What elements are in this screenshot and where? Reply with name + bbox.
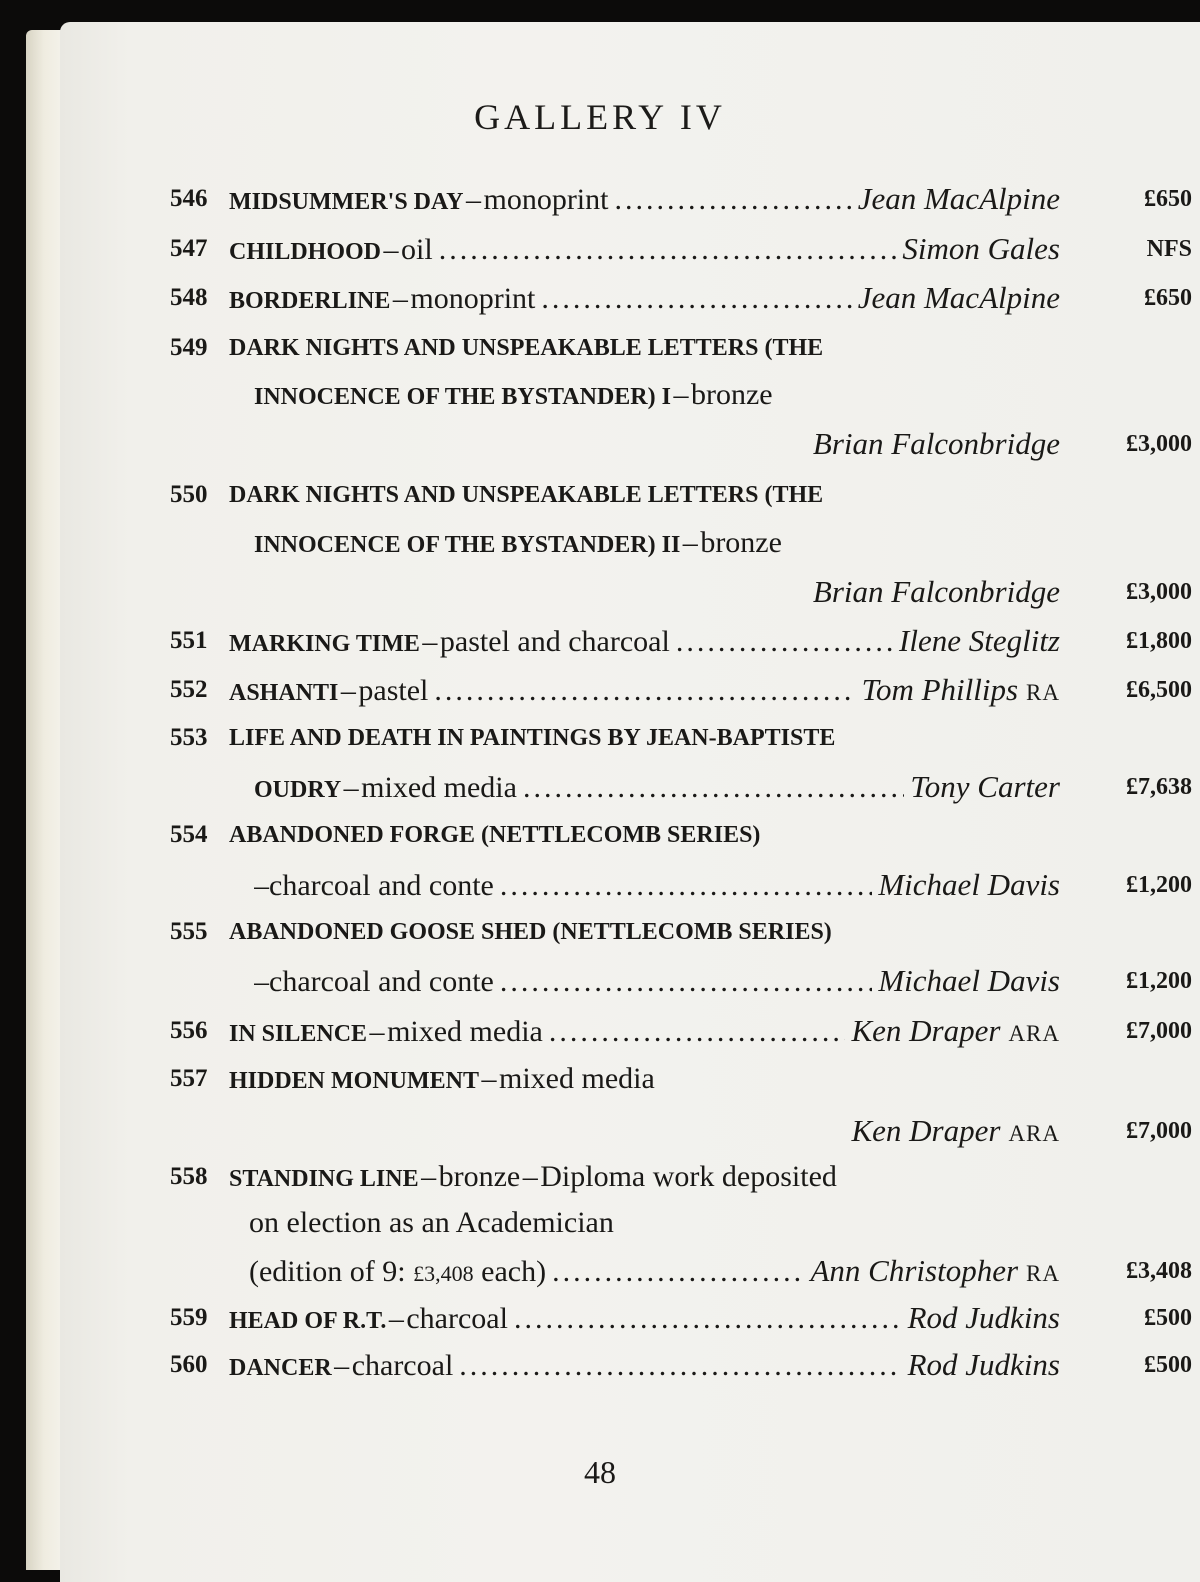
entry-title: ABANDONED FORGE (NETTLECOMB SERIES) [229,822,761,848]
entry-price: £7,000 [1126,1118,1192,1144]
entry-title: HEAD OF R.T. [229,1308,387,1334]
entry-number: 549 [170,334,208,361]
entry-title: ASHANTI [229,680,339,706]
entry-title-line-2: INNOCENCE OF THE BYSTANDER) II [254,532,681,558]
entry-medium: bronze [438,1160,521,1193]
entry-title: IN SILENCE [229,1021,368,1047]
entry-number: 559 [170,1304,208,1331]
entry-medium: charcoal [351,1349,454,1382]
entry-549-line-2: INNOCENCE OF THE BYSTANDER) I – bronze [0,372,1200,418]
entry-price: £3,000 [1126,431,1192,457]
entry-medium: charcoal [406,1302,508,1335]
entry-artist: Jean MacAlpine [857,181,1060,216]
entry-price: £1,200 [1126,968,1192,994]
entry-556: 556 IN SILENCE – mixed media ..... Ken Draper ARA £7,000 [0,1008,1200,1054]
entry-note-line-2: on election as an Academician [249,1206,614,1239]
entry-title: ABANDONED GOOSE SHED (NETTLECOMB SERIES) [229,919,832,945]
entry-artist: Brian Falconbridge [812,574,1060,609]
entry-price: £500 [1144,1352,1192,1378]
entry-medium: pastel and charcoal [439,625,670,658]
entry-medium: monoprint [483,183,609,216]
entry-artist: Ken Draper [851,1013,1001,1048]
entry-note-line-3a: (edition of 9: [249,1255,414,1288]
entry-medium: monoprint [410,282,536,315]
entry-price: £3,408 [1126,1258,1192,1284]
entry-medium: bronze [700,526,782,559]
entry-artist: Tom Phillips [861,672,1019,707]
entry-honour: RA [1026,1261,1060,1286]
entry-title-line-1: DARK NIGHTS AND UNSPEAKABLE LETTERS (THE [229,335,824,361]
leader-dots [514,1296,902,1342]
entry-558-line-2 [0,1200,1200,1246]
entry-artist: Tony Carter [910,769,1060,804]
entry-medium: mixed media [499,1062,655,1095]
entry-number: 547 [170,235,208,262]
entry-560: 560 DANCER – charcoal ..... Rod Judkins £500 [0,1342,1200,1388]
entry-550 [0,472,1200,518]
entry-number: 555 [170,918,208,945]
entry-number: 550 [170,481,208,508]
entry-555 [0,909,1200,955]
entry-price: NFS [1146,236,1192,262]
entry-medium: charcoal and conte [269,869,494,902]
entry-title-line-1: LIFE AND DEATH IN PAINTINGS BY JEAN-BAPTISTE [229,725,836,751]
entry-550-line-2: INNOCENCE OF THE BYSTANDER) II – bronze [0,520,1200,566]
entry-artist: Rod Judkins [907,1347,1060,1382]
leader-dots [500,959,872,1005]
entry-title-line-2: INNOCENCE OF THE BYSTANDER) I [254,384,671,410]
leader-dots [523,765,904,811]
leader-dots [541,276,851,322]
entry-553-line-2: OUDRY – mixed media ..... Tony Carter £7,638 [0,764,1200,810]
entry-559: 559 HEAD OF R.T. – charcoal ..... Rod Judkins £500 [0,1295,1200,1341]
entry-price: £650 [1144,186,1192,212]
leader-dots [676,619,893,665]
entry-artist: Ann Christopher [810,1253,1019,1288]
entry-honour: ARA [1008,1021,1060,1046]
page-number: 48 [584,1454,616,1490]
entry-price: £7,000 [1126,1018,1192,1044]
entry-artist: Ken Draper [851,1113,1001,1148]
entry-note-line-3b: each) [473,1255,547,1288]
entry-artist: Rod Judkins [907,1300,1060,1335]
entry-557-line-2 [0,1108,1200,1154]
entry-number: 551 [170,627,208,654]
entry-557: 557 HIDDEN MONUMENT – mixed media [0,1056,1200,1102]
entry-medium: mixed media [387,1015,543,1048]
entry-medium: pastel [358,674,429,707]
entry-artist: Michael Davis [878,867,1060,902]
entry-549 [0,325,1200,371]
leader-dots [552,1249,804,1295]
leader-dots [614,177,851,223]
leader-dots [459,1343,901,1389]
entry-549-line-3 [0,421,1200,467]
entry-546: 546 MIDSUMMER'S DAY – monoprint ..... Jean MacAlpine £650 [0,176,1200,222]
entry-medium: mixed media [361,771,517,804]
entry-555-line-2: – charcoal and conte ..... Michael Davis £1,200 [0,958,1200,1004]
page-title: GALLERY IV [474,97,726,137]
entry-note-line-1: Diploma work deposited [540,1160,837,1193]
entry-honour: RA [1026,680,1060,705]
entry-number: 552 [170,676,208,703]
entry-price: £7,638 [1126,774,1192,800]
leader-dots [500,863,872,909]
entry-550-line-3 [0,569,1200,615]
entry-title: MIDSUMMER'S DAY [229,189,464,215]
entry-price: £1,800 [1126,628,1192,654]
entry-price: £1,200 [1126,872,1192,898]
entry-medium: bronze [690,378,773,411]
entry-558-line-3 [0,1248,1200,1294]
entry-548: 548 BORDERLINE – monoprint ..... Jean MacAlpine £650 [0,275,1200,321]
entry-artist: Ilene Steglitz [899,623,1060,658]
entry-number: 546 [170,185,208,212]
leader-dots [549,1009,846,1055]
entry-number: 554 [170,821,208,848]
entry-553 [0,715,1200,761]
entry-number: 560 [170,1351,208,1378]
entry-number: 557 [170,1065,208,1092]
edition-price: £3,408 [413,1261,474,1286]
entry-artist: Brian Falconbridge [812,426,1060,461]
entry-554-line-2: – charcoal and conte ..... Michael Davis £1,200 [0,862,1200,908]
entry-artist: Jean MacAlpine [857,280,1060,315]
entry-number: 548 [170,284,208,311]
entry-558: 558 STANDING LINE – bronze – Diploma work deposited [0,1154,1200,1200]
entry-title: CHILDHOOD [229,239,382,265]
entry-medium: charcoal and conte [269,965,494,998]
entry-554 [0,812,1200,858]
entry-552: 552 ASHANTI – pastel ..... Tom Phillips RA £6,500 [0,667,1200,713]
entry-honour: ARA [1008,1121,1060,1146]
entry-price: £6,500 [1126,677,1192,703]
entry-title: STANDING LINE [229,1166,419,1192]
entry-title-line-1: DARK NIGHTS AND UNSPEAKABLE LETTERS (THE [229,482,824,508]
entry-artist: Simon Gales [902,231,1060,266]
entry-number: 556 [170,1017,208,1044]
entry-artist: Michael Davis [878,963,1060,998]
entry-547: 547 CHILDHOOD – oil ..... Simon Gales NFS [0,226,1200,272]
entry-551: 551 MARKING TIME – pastel and charcoal ..... Ilene Steglitz £1,800 [0,618,1200,664]
leader-dots [434,668,855,714]
leader-dots [439,227,897,273]
entry-number: 553 [170,724,208,751]
entry-medium: oil [401,233,433,266]
entry-title-line-2: OUDRY [254,777,342,803]
entry-price: £650 [1144,285,1192,311]
entry-price: £500 [1144,1305,1192,1331]
entry-title: MARKING TIME [229,631,420,657]
entry-title: HIDDEN MONUMENT [229,1068,479,1094]
entry-price: £3,000 [1126,579,1192,605]
entry-title: BORDERLINE [229,288,391,314]
entry-number: 558 [170,1163,208,1190]
entry-title: DANCER [229,1355,332,1381]
